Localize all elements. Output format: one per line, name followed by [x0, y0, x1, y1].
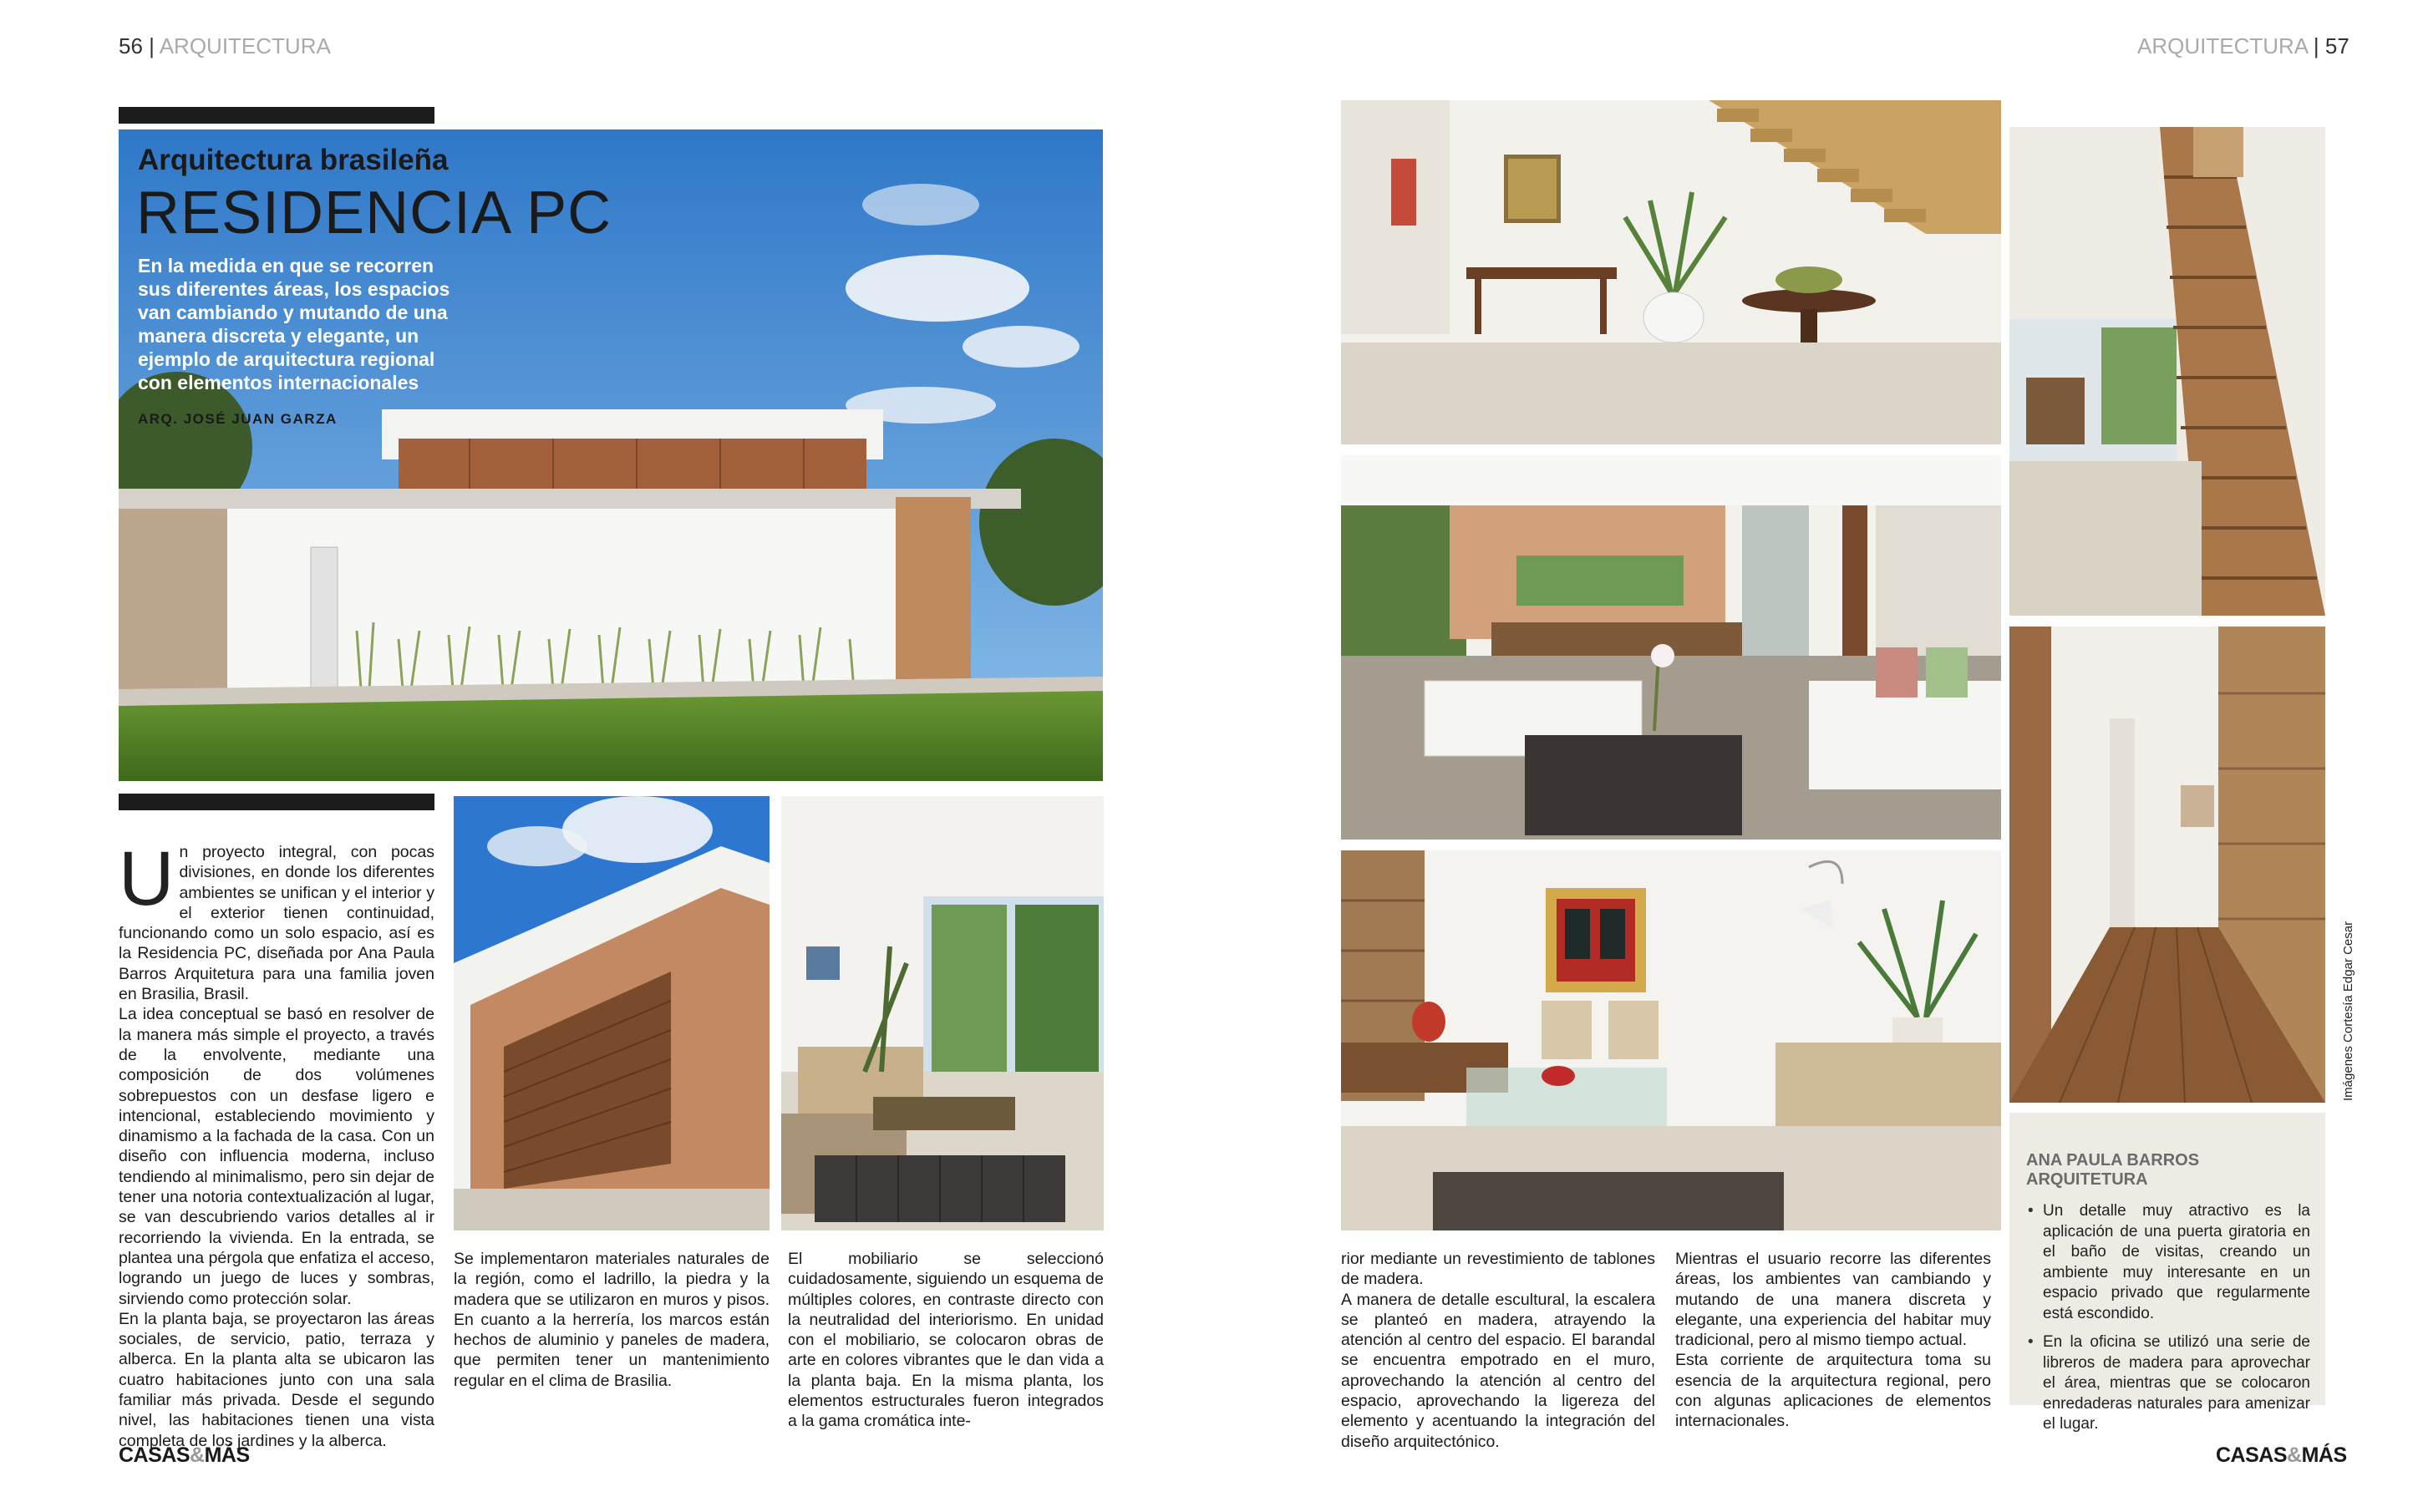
section-name: ARQUITECTURA [2137, 33, 2308, 58]
article-title: RESIDENCIA PC [136, 180, 612, 246]
body-column-3 [788, 1249, 1104, 1432]
sidebar-title: ANA PAULA BARROS ARQUITETURA [2026, 1151, 2200, 1189]
paragraph-stair: A manera de detalle escultural, la escalera se planteó en madera, atrayendo la atención al centro del espacio. El barandal se encuentra empotrado en el muro, aprovechando la atención al centro del espacio, aprovechando la ligereza del elemento y acentuando la integración del diseño arquitectónico. [1341, 1290, 1655, 1451]
article-kicker: Arquitectura brasileña [138, 144, 449, 176]
paragraph-essence: Esta corriente de arquitectura toma su esencia de la arquitectura regional, pero con algunas aplicaciones de elementos internacionales. [1675, 1351, 1991, 1431]
photo-staircase [2009, 127, 2325, 616]
body-column-1 [119, 836, 434, 1451]
photo-exterior-detail [454, 796, 770, 1230]
logo-word-end: MÁS [2301, 1444, 2347, 1467]
photo-entry-stair [1341, 100, 2001, 444]
folio-left: 56 | ARQUITECTURA [119, 33, 331, 58]
header-rule [119, 107, 434, 124]
photo-lounge [1341, 850, 2001, 1230]
drop-cap: U [119, 836, 175, 921]
paragraph-furniture: El mobiliario se seleccionó cuidadosamente, siguiendo un esquema de múltiples colores, en contraste directo con la neutralidad del interiorismo. En unidad con el mobiliario, se colocaron obras de arte en colores vibrantes que le dan vida a la planta baja. En la misma planta, los elementos estructurales fueron integrados a la gama cromática inte- [788, 1250, 1104, 1431]
body-column-4 [1341, 1249, 1655, 1452]
logo-amp: & [2287, 1444, 2302, 1467]
sidebar-item: • Un detalle muy atractivo es la aplicación de una puerta giratoria en el baño de visitas, creando un ambiente muy interesante en un espacio privado que regularmente está escondido. [2026, 1201, 2310, 1324]
body-column-5 [1675, 1249, 1991, 1432]
paragraph-concept: La idea conceptual se basó en resolver de la manera más simple el proyecto, a través de la envolvente, mediante una composición de dos volúmenes sobrepuestos con un desfase ligero e intencional, estableciendo movimiento y dinamismo a la fachada de la casa. Con un diseño con influencia moderna, incluso tendiendo al minimalismo, pero sin dejar de tener una notoria contextualización al lugar, se van descubriendo varios detalles al ir recorriendo la vivienda. En la entrada, se plantea una pérgola que enfatiza el acceso, logrando un juego de luces y sombras, sirviendo como protección solar. [119, 1005, 434, 1308]
body-rule [119, 794, 434, 810]
logo-word-end: MÁS [204, 1444, 250, 1467]
photo-credit: Imágenes Cortesía Edgar Cesar [2341, 921, 2355, 1101]
folio-right: ARQUITECTURA | 57 [2137, 33, 2349, 58]
photo-living-room [781, 796, 1104, 1230]
logo-word: CASAS [119, 1444, 190, 1467]
paragraph-materials: Se implementaron materiales naturales de la región, como el ladrillo, la piedra y la madera que se utilizaron en muros y pisos. En cuanto a la herrería, los marcos están hechos de aluminio y paneles de madera, que permiten tener un mantenimiento regular en el clima de Brasilia. [454, 1250, 770, 1390]
sidebar-box [2009, 1113, 2325, 1433]
magazine-logo-left [119, 1444, 250, 1468]
paragraph-experience: Mientras el usuario recorre las diferentes áreas, los ambientes van cambiando y mutando de una manera discreta y elegante, una experiencia del habitar muy tradicional, pero al mismo tiempo actual. [1675, 1250, 1991, 1350]
article-lead: En la medida en que se recorren sus diferentes áreas, los espacios van cambiando y mutando de una manera discreta y elegante, un ejemplo de arquitectura regional con elementos internacionales [138, 255, 450, 393]
paragraph-intro-text: n proyecto integral, con pocas divisiones, en donde los diferentes ambientes se unifican y el interior y el exterior tienen continuidad, funcionando como un solo espacio, así es la Residencia PC, diseñada por Ana Paula Barros Arquitetura para una familia joven en Brasilia, Brasil. [119, 843, 434, 1004]
section-name: ARQUITECTURA [159, 33, 331, 58]
paragraph-plan: En la planta baja, se proyectaron las áreas sociales, de servicio, patio, terraza y alberca. En la planta alta se ubicaron las cuatro habitaciones junto con una sala familiar más privada. Desde el segundo nivel, las habitaciones tienen una vista completa de los jardines y la alberca. [119, 1309, 434, 1450]
body-column-2 [454, 1249, 770, 1391]
sidebar-item: • En la oficina se utilizó una serie de libreros de madera para aprovechar el área, mientras que se colocaron enredaderas naturales para amenizar el lugar. [2026, 1332, 2310, 1435]
logo-amp: & [190, 1444, 205, 1467]
paragraph-intro [119, 836, 434, 1004]
logo-word: CASAS [2216, 1444, 2288, 1467]
magazine-logo-right [2216, 1444, 2347, 1468]
photo-hallway [2009, 627, 2325, 1103]
article-author: ARQ. JOSÉ JUAN GARZA [138, 411, 338, 427]
page-number: 57 [2324, 33, 2349, 58]
page-number: 56 [119, 33, 143, 58]
paragraph-wood: rior mediante un revestimiento de tablones de madera. [1341, 1250, 1655, 1289]
photo-terrace [1341, 455, 2001, 840]
